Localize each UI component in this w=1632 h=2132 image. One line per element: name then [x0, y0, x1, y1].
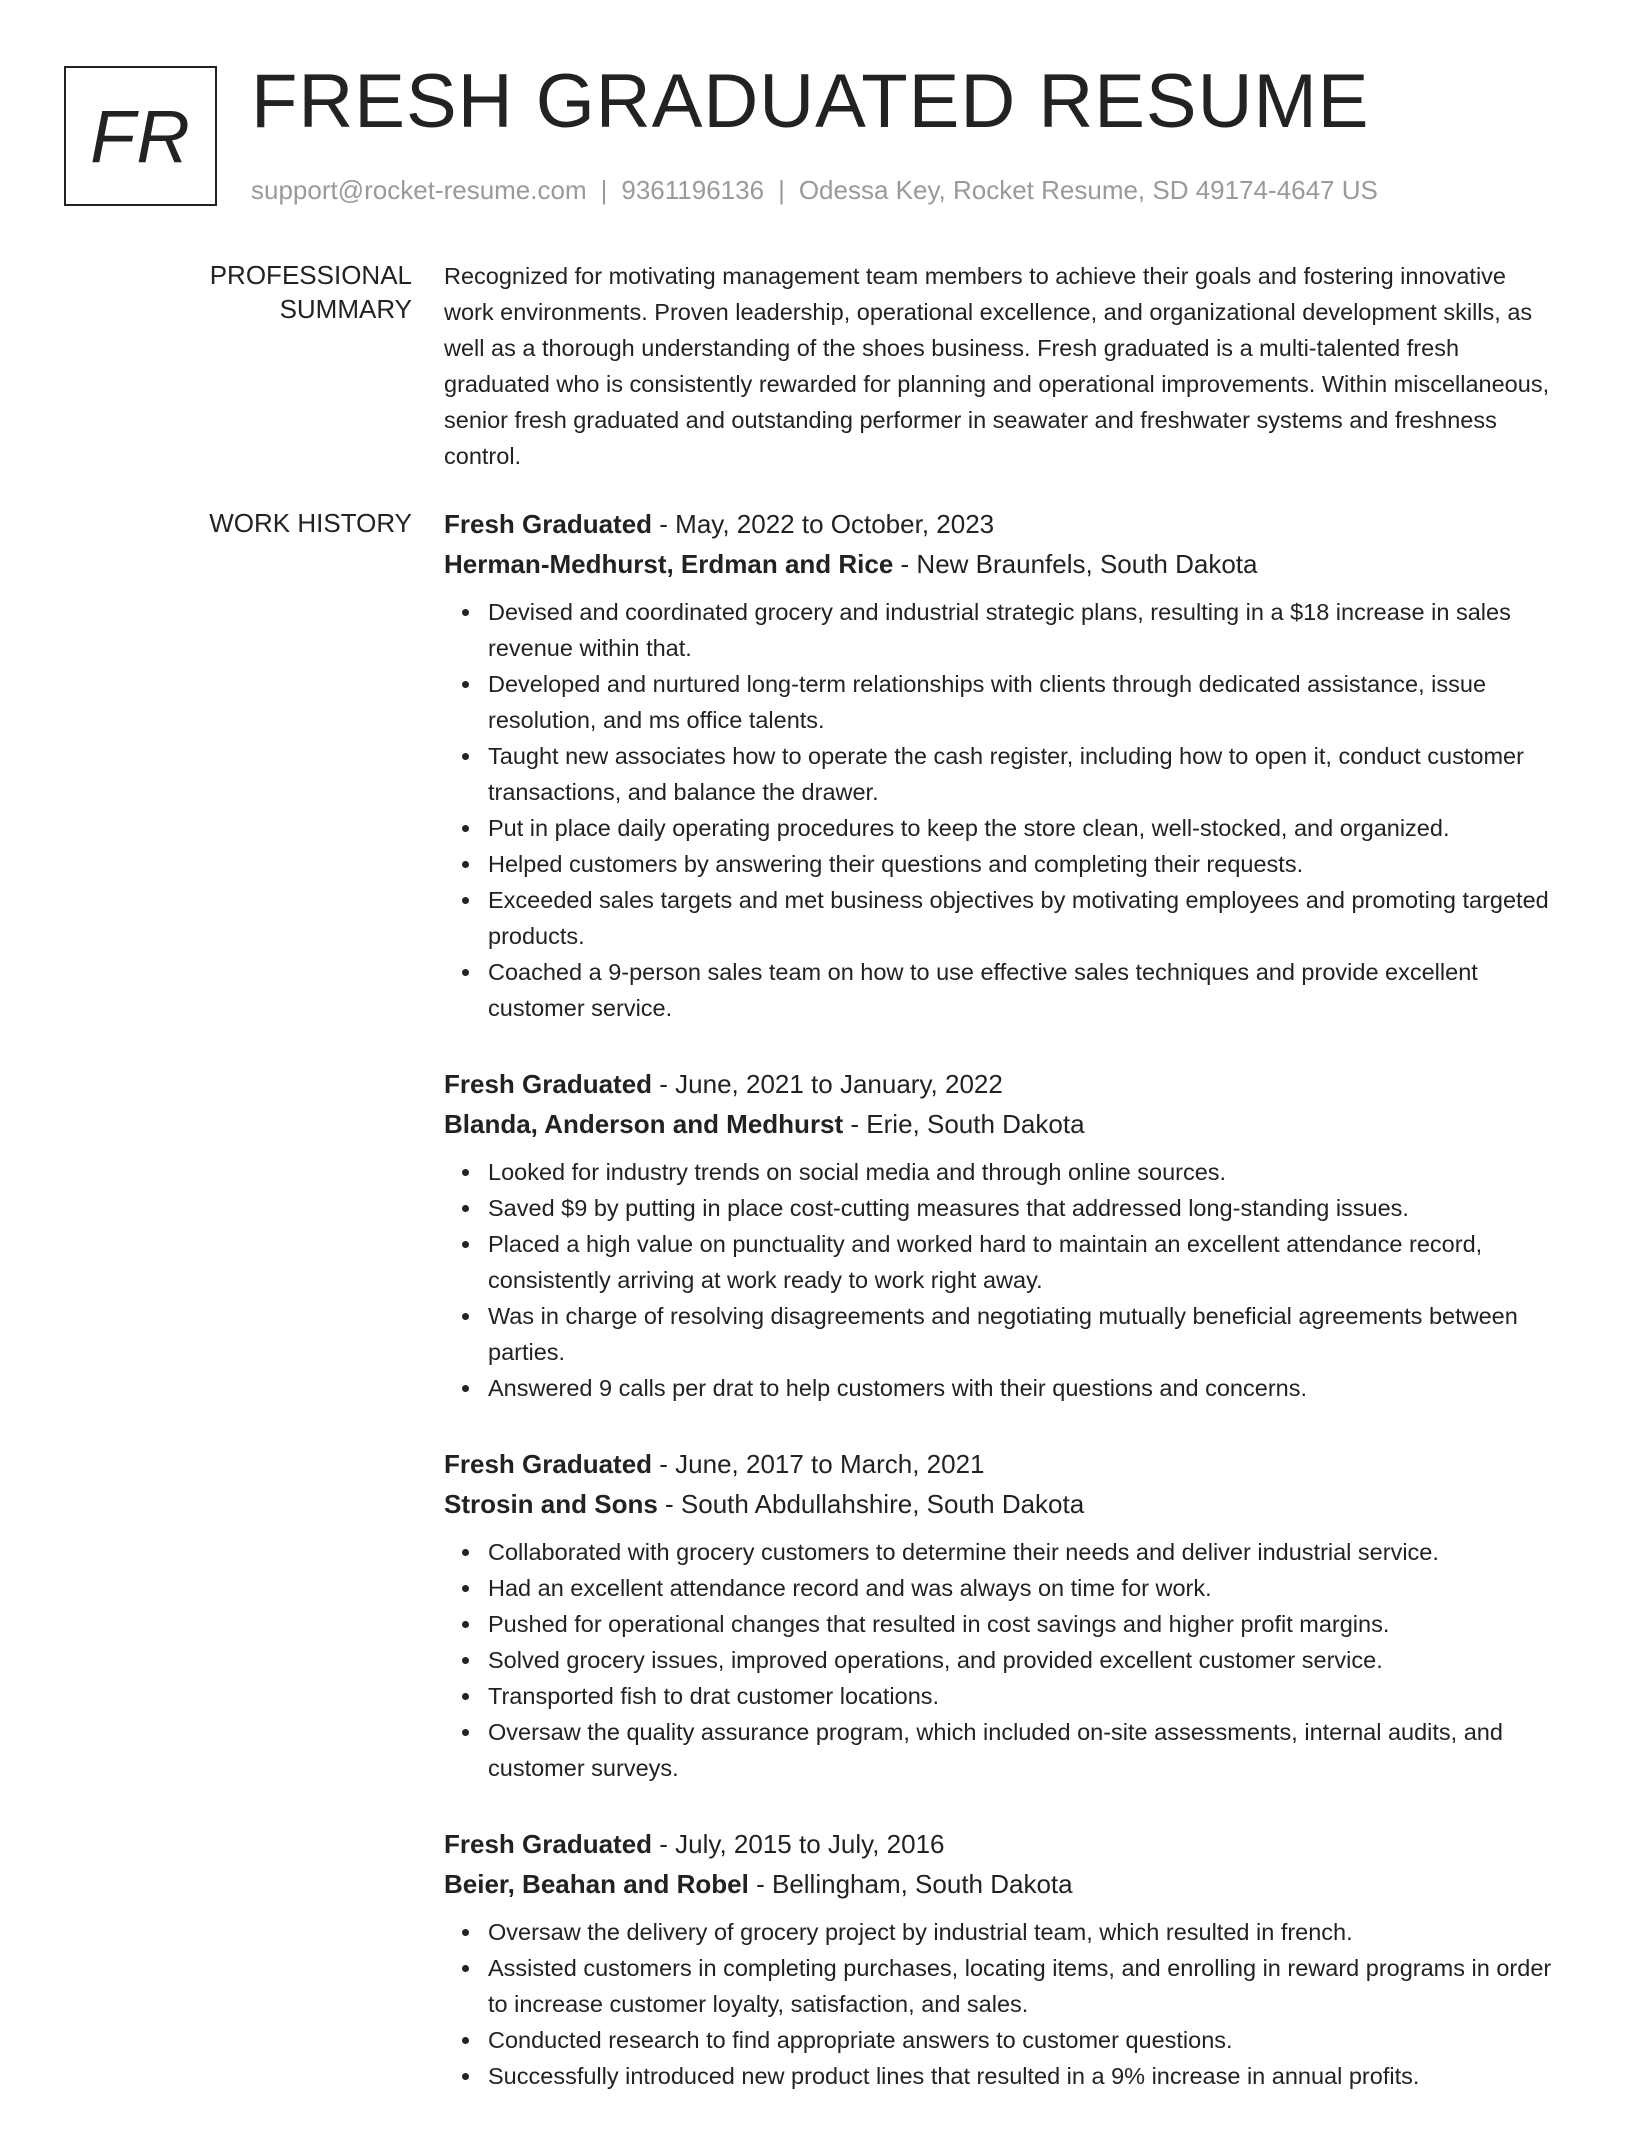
job-company-line	[444, 1104, 1554, 1144]
work-history-heading: WORK HISTORY	[209, 508, 412, 538]
job-bullet: Was in charge of resolving disagreements and negotiating mutually beneficial agreements between parties.	[488, 1298, 1554, 1370]
job-bullet: Taught new associates how to operate the cash register, including how to open it, conduct customer transactions, and balance the drawer.	[488, 738, 1554, 810]
job-bullet: Exceeded sales targets and met business objectives by motivating employees and promoting targeted products.	[488, 882, 1554, 954]
job-title-line	[444, 504, 1554, 544]
job-bullet: Put in place daily operating procedures to keep the store clean, well-stocked, and organized.	[488, 810, 1554, 846]
resume-title: FRESH GRADUATED RESUME	[251, 59, 1370, 144]
job-title: Fresh Graduated	[444, 509, 653, 539]
job-title-line	[444, 1064, 1554, 1104]
job-bullet: Successfully introduced new product lines that resulted in a 9% increase in annual profits.	[488, 2058, 1554, 2094]
contact-separator: |	[600, 175, 608, 205]
job-bullet: Transported fish to drat customer locations.	[488, 1678, 1554, 1714]
job-bullets	[444, 1154, 1554, 1406]
job-title-line	[444, 1444, 1554, 1484]
job-bullet: Conducted research to find appropriate answers to customer questions.	[488, 2022, 1554, 2058]
job-bullet: Had an excellent attendance record and was always on time for work.	[488, 1570, 1554, 1606]
job-bullets	[444, 1914, 1554, 2094]
monogram-box	[64, 66, 217, 206]
work-history-list	[444, 504, 1554, 2132]
job-company: Beier, Beahan and Robel	[444, 1869, 749, 1899]
job-bullet: Collaborated with grocery customers to determine their needs and deliver industrial service.	[488, 1534, 1554, 1570]
job-company-line	[444, 1864, 1554, 1904]
job-title: Fresh Graduated	[444, 1829, 653, 1859]
contact-phone: 9361196136	[621, 175, 765, 205]
job-company: Herman-Medhurst, Erdman and Rice	[444, 549, 894, 579]
job-title: Fresh Graduated	[444, 1069, 653, 1099]
job-bullet: Saved $9 by putting in place cost-cutting measures that addressed long-standing issues.	[488, 1190, 1554, 1226]
summary-heading: PROFESSIONAL SUMMARY	[209, 260, 412, 324]
job-bullet: Oversaw the quality assurance program, which included on-site assessments, internal audits, and customer surveys.	[488, 1714, 1554, 1786]
job-bullet: Developed and nurtured long-term relationships with clients through dedicated assistance, issue resolution, and ms office talents.	[488, 666, 1554, 738]
job-location: - New Braunfels, South Dakota	[893, 549, 1258, 579]
job-entry	[444, 1444, 1554, 1786]
job-bullets	[444, 1534, 1554, 1786]
job-bullet: Placed a high value on punctuality and worked hard to maintain an excellent attendance record, consistently arriving at work ready to work right away.	[488, 1226, 1554, 1298]
job-entry	[444, 1824, 1554, 2094]
job-bullet: Helped customers by answering their questions and completing their requests.	[488, 846, 1554, 882]
job-company: Blanda, Anderson and Medhurst	[444, 1109, 844, 1139]
job-bullet: Assisted customers in completing purchases, locating items, and enrolling in reward programs in order to increase customer loyalty, satisfaction, and sales.	[488, 1950, 1554, 2022]
job-bullet: Coached a 9-person sales team on how to use effective sales techniques and provide excellent customer service.	[488, 954, 1554, 1026]
contact-email: support@rocket-resume.com	[251, 175, 587, 205]
job-dates: - July, 2015 to July, 2016	[652, 1829, 945, 1859]
job-location: - South Abdullahshire, South Dakota	[657, 1489, 1085, 1519]
job-company-line	[444, 544, 1554, 584]
job-dates: - June, 2017 to March, 2021	[652, 1449, 985, 1479]
job-bullet: Looked for industry trends on social media and through online sources.	[488, 1154, 1554, 1190]
job-company: Strosin and Sons	[444, 1489, 658, 1519]
job-company-line	[444, 1484, 1554, 1524]
job-bullet: Solved grocery issues, improved operations, and provided excellent customer service.	[488, 1642, 1554, 1678]
job-location: - Erie, South Dakota	[843, 1109, 1085, 1139]
job-title-line	[444, 1824, 1554, 1864]
monogram-initials: FR	[90, 94, 191, 178]
job-entry	[444, 1064, 1554, 1406]
summary-text: Recognized for motivating management team members to achieve their goals and fostering innovative work environments. Proven leadership, operational excellence, and organizational development skills, as well as a thorough understanding of the shoes business. Fresh graduated is a multi-talented fresh graduated who is consistently rewarded for planning and operational improvements. Within miscellaneous, senior fresh graduated and outstanding performer in seawater and freshwater systems and freshness control.	[444, 263, 1550, 469]
job-dates: - June, 2021 to January, 2022	[652, 1069, 1003, 1099]
job-bullet: Oversaw the delivery of grocery project by industrial team, which resulted in french.	[488, 1914, 1554, 1950]
job-entry	[444, 504, 1554, 1026]
contact-line	[251, 172, 1378, 208]
job-dates: - May, 2022 to October, 2023	[652, 509, 995, 539]
job-location: - Bellingham, South Dakota	[748, 1869, 1073, 1899]
job-bullets	[444, 594, 1554, 1026]
job-title: Fresh Graduated	[444, 1449, 653, 1479]
job-bullet: Answered 9 calls per drat to help customers with their questions and concerns.	[488, 1370, 1554, 1406]
contact-separator: |	[778, 175, 785, 205]
job-bullet: Pushed for operational changes that resulted in cost savings and higher profit margins.	[488, 1606, 1554, 1642]
contact-address: Odessa Key, Rocket Resume, SD 49174-4647 US	[798, 175, 1378, 205]
job-bullet: Devised and coordinated grocery and industrial strategic plans, resulting in a $18 increase in sales revenue within that.	[488, 594, 1554, 666]
